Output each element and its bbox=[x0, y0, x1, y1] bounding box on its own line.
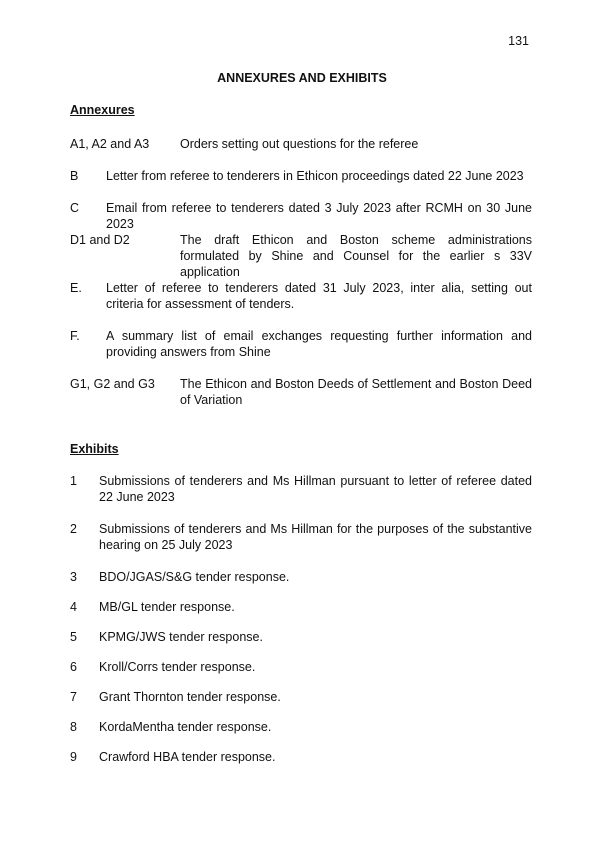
exhibit-text: BDO/JGAS/S&G tender response. bbox=[99, 570, 290, 584]
annexure-text: Letter from referee to tenderers in Ethicon proceedings dated 22 June 2023 bbox=[106, 169, 524, 183]
annexure-label: E. bbox=[70, 281, 82, 295]
annexure-label: C bbox=[70, 201, 80, 215]
annexure-text: Orders setting out questions for the referee bbox=[180, 137, 419, 151]
exhibit-text: KordaMentha tender response. bbox=[99, 720, 272, 734]
annexure-label: G1, G2 and G3 bbox=[70, 377, 155, 391]
exhibit-text: Kroll/Corrs tender response. bbox=[99, 660, 256, 674]
page-number: 131 bbox=[508, 34, 529, 48]
annexure-text: The draft Ethicon and Boston scheme administrations formulated by Shine and Counsel for the earlier s 33V application bbox=[180, 233, 532, 279]
exhibit-text: KPMG/JWS tender response. bbox=[99, 630, 263, 644]
page-title: ANNEXURES AND EXHIBITS bbox=[217, 71, 387, 85]
annexure-text: Letter of referee to tenderers dated 31 July 2023, inter alia, setting out criteria for assessment of tenders. bbox=[106, 281, 532, 311]
annexures-heading: Annexures bbox=[70, 103, 135, 117]
exhibit-label: 6 bbox=[70, 660, 77, 674]
exhibit-label: 7 bbox=[70, 690, 77, 704]
annexure-text: A summary list of email exchanges requesting further information and providing answers from Shine bbox=[106, 329, 532, 359]
exhibit-text: Submissions of tenderers and Ms Hillman for the purposes of the substantive hearing on 25 July 2023 bbox=[99, 522, 532, 552]
annexure-label: B bbox=[70, 169, 79, 183]
exhibit-label: 4 bbox=[70, 600, 77, 614]
annexure-label: A1, A2 and A3 bbox=[70, 137, 150, 151]
annexure-text: Email from referee to tenderers dated 3 July 2023 after RCMH on 30 June 2023 bbox=[106, 201, 532, 231]
exhibit-label: 8 bbox=[70, 720, 77, 734]
exhibit-text: Grant Thornton tender response. bbox=[99, 690, 281, 704]
exhibit-label: 1 bbox=[70, 474, 77, 488]
annexure-text: The Ethicon and Boston Deeds of Settlement and Boston Deed of Variation bbox=[180, 377, 532, 407]
annexure-label: D1 and D2 bbox=[70, 233, 130, 247]
exhibit-text: MB/GL tender response. bbox=[99, 600, 235, 614]
exhibits-heading: Exhibits bbox=[70, 442, 119, 456]
exhibit-label: 9 bbox=[70, 750, 77, 764]
exhibit-label: 3 bbox=[70, 570, 77, 584]
exhibit-text: Crawford HBA tender response. bbox=[99, 750, 276, 764]
exhibit-label: 5 bbox=[70, 630, 77, 644]
exhibit-label: 2 bbox=[70, 522, 77, 536]
annexure-label: F. bbox=[70, 329, 80, 343]
exhibit-text: Submissions of tenderers and Ms Hillman pursuant to letter of referee dated 22 June 2023 bbox=[99, 474, 532, 504]
